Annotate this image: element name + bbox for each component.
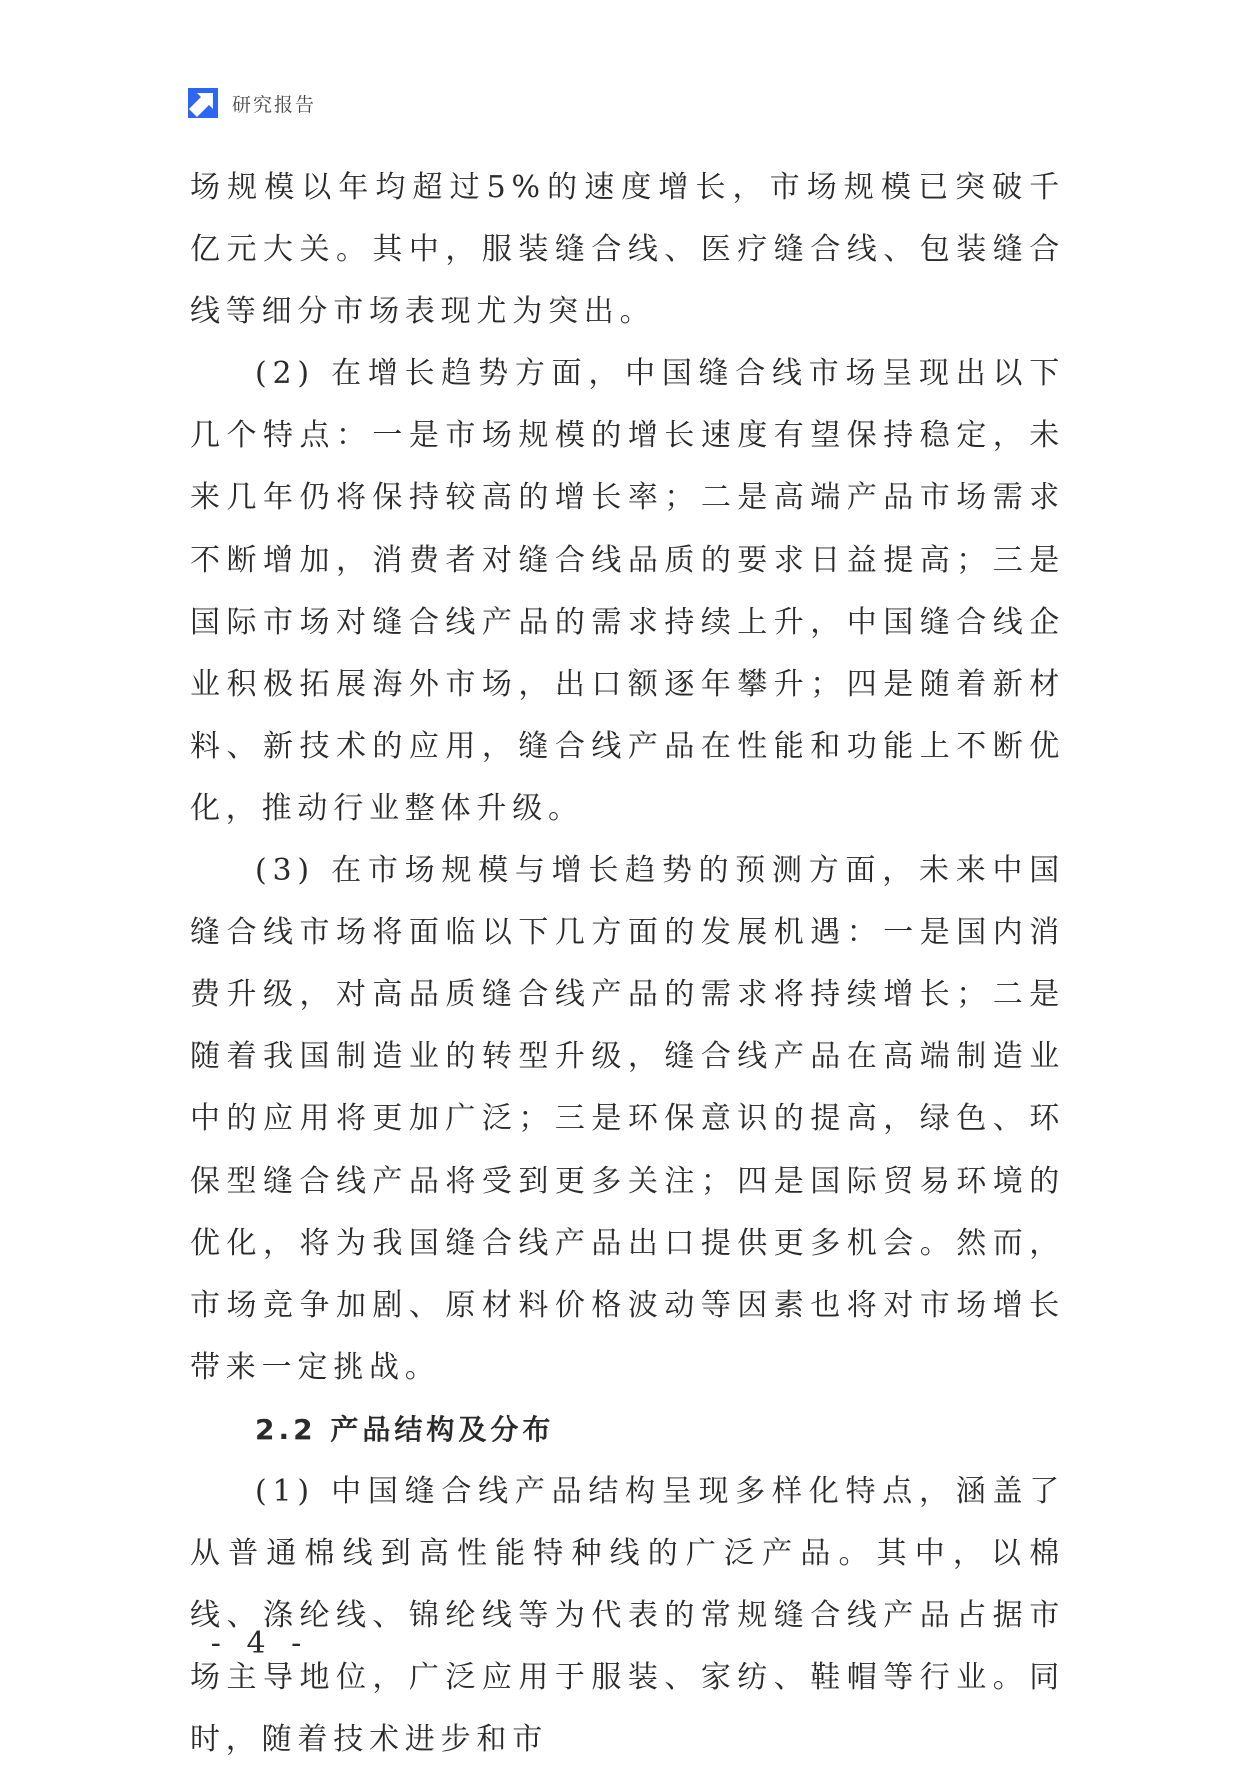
body-paragraph: (3) 在市场规模与增长趋势的预测方面，未来中国缝合线市场将面临以下几方面的发展机遇：一是国内消费升级，对高品质缝合线产品的需求将持续增长；二是随着我国制造业的转型升级，缝合线产品在高端制造业中的应用将更加广泛；三是环保意识的提高，绿色、环保型缝合线产品将受到更多关注；四是国际贸易环境的优化，将为我国缝合线产品出口提供更多机会。然而，市场竞争加剧、原材料价格波动等因素也将对市场增长带来一定挑战。 [190,853,1065,1385]
section-heading: 2.2 产品结构及分布 [255,1412,555,1446]
body-paragraph: 场规模以年均超过5%的速度增长，市场规模已突破千亿元大关。其中，服装缝合线、医疗缝合线、包装缝合线等细分市场表现尤为突出。 [190,170,1065,330]
report-title: 研究报告 [232,93,317,116]
body-paragraph: (1) 中国缝合线产品结构呈现多样化特点，涵盖了从普通棉线到高性能特种线的广泛产品。其中，以棉线、涤纶线、锦纶线等为代表的常规缝合线产品占据市场主导地位，广泛应用于服装、家纺、鞋帽等行业。同时，随着技术进步和市 [190,1473,1065,1758]
arrow-up-right-icon [188,88,218,118]
page-number: - 4 - [210,1626,310,1661]
document-body [190,157,1065,1771]
page-header [188,88,316,118]
body-paragraph: (2) 在增长趋势方面，中国缝合线市场呈现出以下几个特点：一是市场规模的增长速度有望保持稳定，未来几年仍将保持较高的增长率；二是高端产品市场需求不断增加，消费者对缝合线品质的要求日益提高；三是国际市场对缝合线产品的需求持续上升，中国缝合线企业积极拓展海外市场，出口额逐年攀升；四是随着新材料、新技术的应用，缝合线产品在性能和功能上不断优化，推动行业整体升级。 [190,356,1065,826]
